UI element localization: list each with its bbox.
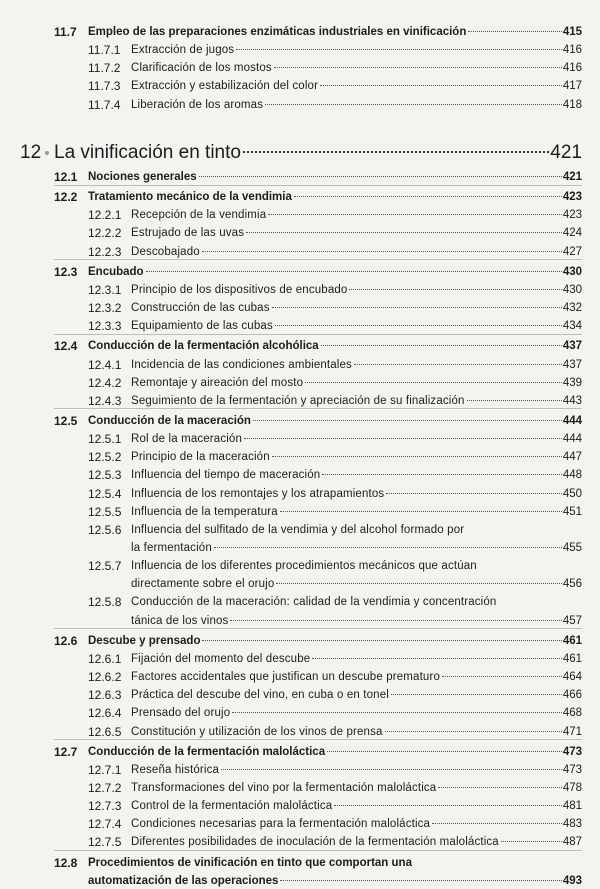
entry-label <box>131 798 582 814</box>
entry-page-number: 471 <box>562 725 582 738</box>
entry-label <box>131 357 582 373</box>
entry-page-number: 451 <box>562 505 582 518</box>
chapter-heading <box>0 142 600 164</box>
dot-leader <box>236 49 562 50</box>
dot-leader <box>334 805 562 806</box>
entry-title: Fijación del momento del descube <box>131 652 311 665</box>
toc-subsection-row <box>0 762 600 778</box>
toc-subsection-row <box>0 780 600 796</box>
entry-label <box>131 42 582 58</box>
dot-leader <box>146 271 562 272</box>
dot-leader <box>349 289 561 290</box>
entry-title: Práctica del descube del vino, en cuba o en tonel <box>131 689 389 702</box>
entry-page-number: 434 <box>562 320 582 333</box>
chapter-title: La vinificación en tinto <box>54 142 241 163</box>
entry-number: 12.5.6 <box>88 522 122 537</box>
entry-number: 12.6 <box>54 633 78 648</box>
dot-leader <box>354 364 562 365</box>
entry-number: 12.5 <box>54 413 78 428</box>
dot-leader <box>468 31 561 32</box>
toc-subsection-row <box>0 282 600 298</box>
entry-page-number: 464 <box>562 671 582 684</box>
entry-page-number: 437 <box>562 358 582 371</box>
toc-subsection-row <box>0 431 600 447</box>
entry-title: Rol de la maceración <box>131 433 243 446</box>
dot-leader <box>274 67 562 68</box>
entry-number: 12.4.2 <box>88 375 122 390</box>
dot-leader <box>221 769 562 770</box>
entry-label <box>131 225 582 241</box>
entry-label <box>131 651 582 667</box>
entry-page-number: 478 <box>562 781 582 794</box>
entry-number: 12.5.1 <box>88 432 122 447</box>
toc-subsection-row <box>0 300 600 316</box>
entry-title: Procedimientos de vinificación en tinto que comportan una <box>88 856 412 869</box>
entry-title: Reseña histórica <box>131 763 220 776</box>
toc-section-row <box>0 264 600 280</box>
chapter-page-number: 421 <box>550 142 582 163</box>
dot-leader <box>272 307 562 308</box>
toc-subsection-row <box>0 798 600 814</box>
toc-subsection-row <box>0 225 600 241</box>
entry-page-number: 430 <box>562 265 582 278</box>
toc-subsection-row <box>0 449 600 465</box>
toc-section-row <box>0 338 600 354</box>
dot-leader <box>386 493 562 494</box>
toc-subsection-row <box>0 669 600 685</box>
entry-title: Influencia de los diferentes procedimientos mecánicos que actúan <box>131 560 477 573</box>
entry-title-continuation: la fermentación <box>131 542 212 554</box>
entry-number: 12.6.4 <box>88 706 122 721</box>
entry-number: 12.4.1 <box>88 357 122 372</box>
dot-leader <box>230 620 561 621</box>
entry-label <box>131 207 582 223</box>
toc-section-row <box>0 855 600 871</box>
entry-page-number: 424 <box>562 227 582 240</box>
entry-page-number: 423 <box>562 209 582 222</box>
toc-subsection-row <box>0 705 600 721</box>
entry-number: 11.7.3 <box>88 79 121 94</box>
entry-title: Principio de la maceración <box>131 451 270 464</box>
entry-title: Clarificación de los mostos <box>131 62 272 75</box>
toc-subsection-row <box>0 393 600 409</box>
entry-label <box>131 613 582 629</box>
entry-label <box>131 78 582 94</box>
entry-page-number: 416 <box>562 44 582 57</box>
entry-number: 12.6.2 <box>88 670 122 685</box>
entry-number: 12.4.3 <box>88 393 122 408</box>
section-divider <box>54 850 582 851</box>
entry-number: 12.5.5 <box>88 504 122 519</box>
entry-number: 12.3.1 <box>88 282 122 297</box>
entry-page-number: 439 <box>562 376 582 389</box>
dot-leader <box>253 420 562 421</box>
toc-subsection-row <box>0 651 600 667</box>
dot-leader <box>321 345 562 346</box>
dot-leader <box>214 547 562 548</box>
entry-label <box>88 633 582 649</box>
toc-entry-continuation-row <box>0 873 600 889</box>
entry-label <box>131 780 582 796</box>
entry-number: 12.5.3 <box>88 468 122 483</box>
entry-title: Principio de los dispositivos de encubado <box>131 283 348 296</box>
entry-number: 12.6.1 <box>88 651 122 666</box>
entry-title: Influencia de la temperatura <box>131 505 278 518</box>
toc-entry-continuation-row <box>0 540 600 556</box>
entry-page-number: 456 <box>562 578 582 591</box>
dot-leader <box>467 400 562 401</box>
toc-subsection-row <box>0 244 600 260</box>
section-divider <box>54 259 582 260</box>
entry-label <box>131 97 582 113</box>
entry-title: Constitución y utilización de los vinos de prensa <box>131 725 383 738</box>
toc-entry-continuation-row <box>0 576 600 592</box>
toc-subsection-row <box>0 486 600 502</box>
entry-page-number: 466 <box>562 689 582 702</box>
entry-page-number: 450 <box>562 487 582 500</box>
dot-leader <box>305 382 562 383</box>
entry-label <box>88 169 582 185</box>
entry-number: 11.7.4 <box>88 97 121 112</box>
entry-title-continuation: automatización de las operaciones <box>88 874 279 887</box>
bullet-icon <box>45 151 49 155</box>
entry-label <box>131 282 582 298</box>
dot-leader <box>312 658 561 659</box>
entry-title: Estrujado de las uvas <box>131 227 245 240</box>
entry-title: Incidencia de las condiciones ambientales <box>131 358 352 371</box>
entry-label <box>131 244 582 260</box>
entry-title: Control de la fermentación maloláctica <box>131 800 333 813</box>
toc-section-row <box>0 24 600 40</box>
section-divider <box>54 334 582 335</box>
entry-page-number: 417 <box>562 80 582 93</box>
entry-label <box>131 558 582 574</box>
entry-number: 12.1 <box>54 170 78 184</box>
entry-label <box>131 687 582 703</box>
dot-leader <box>442 676 562 677</box>
entry-page-number: 437 <box>562 340 582 353</box>
entry-page-number: 418 <box>562 98 582 111</box>
dot-leader <box>244 438 562 439</box>
entry-page-number: 447 <box>562 451 582 464</box>
entry-label <box>131 467 582 483</box>
entry-title-continuation: directamente sobre el orujo <box>131 578 275 591</box>
entry-title: Extracción y estabilización del color <box>131 80 319 93</box>
section-divider <box>54 408 582 409</box>
toc-subsection-row <box>0 467 600 483</box>
section-divider <box>54 628 582 629</box>
dot-leader <box>320 85 562 86</box>
entry-number: 12.3 <box>54 264 78 279</box>
entry-title: Conducción de la maceración <box>88 414 251 427</box>
toc-section-row <box>0 189 600 205</box>
dot-leader <box>432 823 562 824</box>
dot-leader <box>275 325 562 326</box>
dot-leader <box>322 474 561 475</box>
toc-subsection-row <box>0 558 600 574</box>
dot-leader <box>280 511 562 512</box>
entry-title-continuation: tánica de los vinos <box>131 614 229 627</box>
entry-title: Encubado <box>88 265 144 278</box>
dot-leader <box>294 196 562 197</box>
entry-page-number: 444 <box>562 433 582 446</box>
entry-page-number: 432 <box>562 302 582 315</box>
entry-title: Descube y prensado <box>88 634 201 647</box>
entry-page-number: 448 <box>562 469 582 482</box>
entry-title: Influencia del tiempo de maceración <box>131 469 321 482</box>
entry-page-number: 457 <box>562 614 582 627</box>
dot-leader <box>243 151 549 153</box>
toc-subsection-row <box>0 357 600 373</box>
dot-leader <box>232 712 562 713</box>
entry-label <box>131 816 582 832</box>
entry-number: 12.6.3 <box>88 688 122 703</box>
section-divider <box>54 185 582 186</box>
entry-number: 12.4 <box>54 339 78 354</box>
entry-label <box>88 264 582 280</box>
entry-label <box>88 855 582 871</box>
entry-page-number: 430 <box>562 283 582 296</box>
entry-label <box>131 504 582 520</box>
entry-title: Descobajado <box>131 245 200 258</box>
entry-page-number: 423 <box>562 191 582 204</box>
entry-label <box>131 431 582 447</box>
entry-number: 11.7 <box>54 25 77 39</box>
entry-page-number: 483 <box>562 818 582 831</box>
entry-label <box>131 540 582 556</box>
entry-number: 12.3.2 <box>88 301 122 316</box>
toc-subsection-row <box>0 594 600 610</box>
entry-page-number: 473 <box>562 745 582 758</box>
entry-number: 12.5.2 <box>88 450 122 465</box>
entry-title: Empleo de las preparaciones enzimáticas industriales en vinificación <box>88 26 467 38</box>
entry-title: Liberación de los aromas <box>131 98 264 111</box>
toc-subsection-row <box>0 375 600 391</box>
entry-label <box>88 24 582 40</box>
toc-subsection-row <box>0 318 600 334</box>
entry-title: Influencia del sulfitado de la vendimia y del alcohol formado por <box>131 523 465 536</box>
entry-title: Factores accidentales que justifican un descube prematuro <box>131 671 440 684</box>
toc-subsection-row <box>0 60 600 76</box>
entry-label <box>131 449 582 465</box>
entry-number: 12.2.1 <box>88 208 122 223</box>
dot-leader <box>246 232 562 233</box>
entry-label <box>131 724 582 740</box>
chapter-label <box>54 142 582 164</box>
entry-title: Prensado del orujo <box>131 707 231 720</box>
entry-page-number: 473 <box>562 763 582 776</box>
entry-number: 12.7.5 <box>88 835 122 850</box>
dot-leader <box>268 214 562 215</box>
entry-title: Remontaje y aireación del mosto <box>131 376 304 389</box>
entry-page-number: 455 <box>562 542 582 554</box>
entry-number: 12.5.7 <box>88 559 122 574</box>
entry-page-number: 416 <box>562 62 582 75</box>
entry-page-number: 487 <box>562 836 582 849</box>
dot-leader <box>276 583 561 584</box>
entry-label <box>131 705 582 721</box>
entry-label <box>88 189 582 205</box>
entry-label <box>88 338 582 354</box>
entry-number: 11.7.2 <box>88 61 121 76</box>
entry-page-number: 421 <box>562 171 582 183</box>
toc-subsection-row <box>0 834 600 850</box>
entry-label <box>131 318 582 334</box>
entry-title: Seguimiento de la fermentación y apreciación de su finalización <box>131 394 465 407</box>
entry-number: 12.6.5 <box>88 724 122 739</box>
entry-number: 11.7.1 <box>88 43 121 58</box>
dot-leader <box>391 694 562 695</box>
toc-subsection-row <box>0 687 600 703</box>
entry-title: Diferentes posibilidades de inoculación de la fermentación maloláctica <box>131 836 499 849</box>
entry-page-number: 444 <box>562 414 582 427</box>
toc-subsection-row <box>0 816 600 832</box>
entry-label <box>131 522 582 538</box>
toc-section-row <box>0 169 600 185</box>
entry-page-number: 427 <box>562 245 582 258</box>
entry-number: 12.2.3 <box>88 244 122 259</box>
entry-label <box>131 375 582 391</box>
toc-subsection-row <box>0 78 600 94</box>
entry-title: Extracción de jugos <box>131 44 235 57</box>
entry-number: 12.7 <box>54 744 78 759</box>
entry-number: 12.5.4 <box>88 486 122 501</box>
dot-leader <box>265 104 562 105</box>
toc-subsection-row <box>0 207 600 223</box>
dot-leader <box>501 841 562 842</box>
entry-label <box>131 576 582 592</box>
toc-section-row <box>0 744 600 760</box>
entry-label <box>131 834 582 850</box>
entry-title: Equipamiento de las cubas <box>131 320 273 333</box>
entry-label <box>88 873 582 889</box>
dot-leader <box>327 751 562 752</box>
toc-section-row <box>0 633 600 649</box>
dot-leader <box>272 456 562 457</box>
entry-label <box>131 594 582 610</box>
entry-title: Tratamiento mecánico de la vendimia <box>88 191 292 204</box>
entry-page-number: 415 <box>562 26 582 38</box>
toc-subsection-row <box>0 504 600 520</box>
entry-number: 12.7.1 <box>88 762 122 777</box>
entry-page-number: 481 <box>562 800 582 813</box>
toc-subsection-row <box>0 42 600 58</box>
entry-number: 12.3.3 <box>88 319 122 334</box>
entry-label <box>131 300 582 316</box>
dot-leader <box>202 251 562 252</box>
entry-number: 12.2 <box>54 190 78 205</box>
toc-section-row <box>0 413 600 429</box>
entry-title: Recepción de la vendimia <box>131 209 267 222</box>
entry-label <box>131 393 582 409</box>
entry-title: Construcción de las cubas <box>131 302 270 315</box>
entry-page-number: 461 <box>562 634 582 647</box>
dot-leader <box>438 787 561 788</box>
dot-leader <box>385 731 562 732</box>
section-divider <box>54 739 582 740</box>
entry-number: 12.8 <box>54 855 78 870</box>
entry-title: Condiciones necesarias para la fermentación maloláctica <box>131 818 431 831</box>
entry-page-number: 493 <box>562 874 582 887</box>
entry-label <box>88 744 582 760</box>
entry-label <box>131 669 582 685</box>
entry-title: Conducción de la fermentación alcohólica <box>88 340 319 353</box>
entry-title: Conducción de la maceración: calidad de la vendimia y concentración <box>131 596 497 609</box>
dot-leader <box>199 176 562 177</box>
entry-title: Nociones generales <box>88 171 197 183</box>
toc-entry-continuation-row <box>0 613 600 629</box>
entry-page-number: 468 <box>562 707 582 720</box>
toc-subsection-row <box>0 97 600 113</box>
toc-subsection-row <box>0 522 600 538</box>
dot-leader <box>280 880 561 881</box>
entry-label <box>88 413 582 429</box>
entry-label <box>131 486 582 502</box>
entry-number: 12.5.8 <box>88 595 122 610</box>
entry-title: Conducción de la fermentación maloláctica <box>88 745 326 758</box>
entry-label <box>131 60 582 76</box>
entry-title: Transformaciones del vino por la fermentación maloláctica <box>131 781 437 794</box>
dot-leader <box>202 640 561 641</box>
entry-title: Influencia de los remontajes y los atrapamientos <box>131 487 385 500</box>
entry-number: 12.7.4 <box>88 817 122 832</box>
toc-subsection-row <box>0 724 600 740</box>
entry-number: 12.7.3 <box>88 799 122 814</box>
entry-number: 12.7.2 <box>88 780 122 795</box>
entry-label <box>131 762 582 778</box>
chapter-number: 12 <box>20 142 42 163</box>
entry-number: 12.2.2 <box>88 226 122 241</box>
entry-page-number: 461 <box>562 652 582 665</box>
entry-page-number: 443 <box>562 394 582 407</box>
